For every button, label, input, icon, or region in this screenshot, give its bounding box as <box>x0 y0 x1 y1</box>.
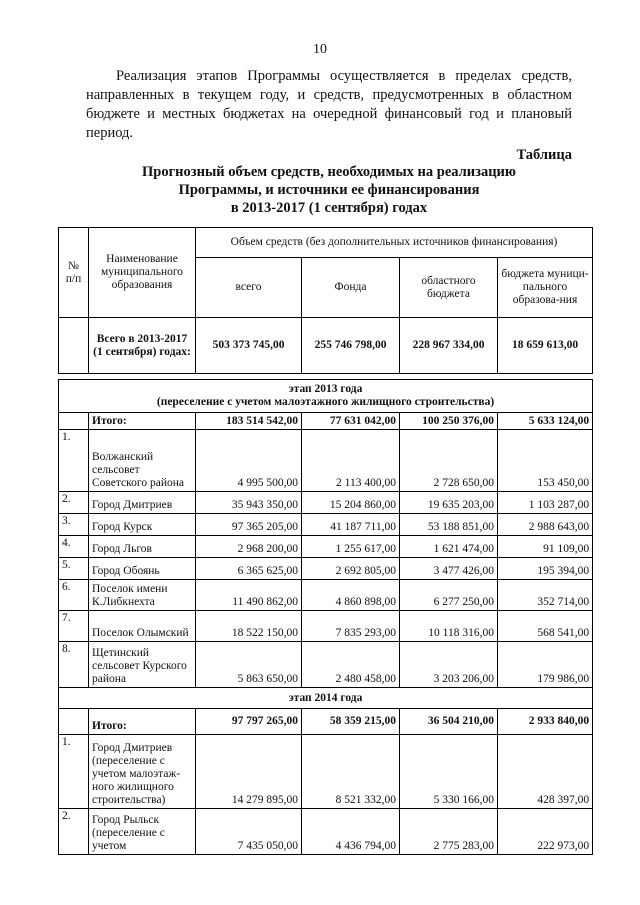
row-num: 4. <box>59 536 89 558</box>
row-total: 4 995 500,00 <box>196 430 302 492</box>
itogo-label: Итого: <box>89 709 196 735</box>
row-fund: 2 692 805,00 <box>302 558 400 580</box>
table-row <box>59 642 593 688</box>
row-regional: 3 203 206,00 <box>400 642 498 688</box>
row-regional: 5 330 166,00 <box>400 735 498 809</box>
row-fund: 15 204 860,00 <box>302 492 400 514</box>
stage-2013-subtitle: (переселение с учетом малоэтажного жилищного строительства) <box>156 396 495 408</box>
table-row <box>59 580 593 611</box>
row-num: 2. <box>59 492 89 514</box>
row-municipal: 222 973,00 <box>498 809 593 855</box>
stages-table <box>58 379 593 855</box>
row-municipal: 179 986,00 <box>498 642 593 688</box>
row-name: Поселок имени К.Либкнехта <box>89 580 196 611</box>
row-name: Город Рыльск (переселение с учетом <box>89 809 196 855</box>
page-number: 10 <box>313 42 327 57</box>
row-fund: 1 255 617,00 <box>302 536 400 558</box>
itogo-num <box>59 709 89 735</box>
header-group: Объем средств (без дополнительных источников финансирования) <box>196 228 593 258</box>
row-municipal: 153 450,00 <box>498 430 593 492</box>
row-regional: 19 635 203,00 <box>400 492 498 514</box>
table-row <box>59 492 593 514</box>
header-fund: Фонда <box>302 258 400 318</box>
header-table <box>58 227 593 374</box>
title-line: в 2013-2017 (1 сентября) годах <box>230 200 428 216</box>
row-total: 7 435 050,00 <box>196 809 302 855</box>
row-num: 6. <box>59 580 89 611</box>
row-num: 7. <box>59 611 89 642</box>
itogo-label: Итого: <box>89 413 196 430</box>
row-fund: 4 436 794,00 <box>302 809 400 855</box>
stage-2013-title: этап 2013 года <box>288 383 363 395</box>
row-municipal: 428 397,00 <box>498 735 593 809</box>
row-total: 97 365 205,00 <box>196 514 302 536</box>
header-total: всего <box>196 258 302 318</box>
row-fund: 7 835 293,00 <box>302 611 400 642</box>
row-total: 11 490 862,00 <box>196 580 302 611</box>
table-row <box>59 735 593 809</box>
row-regional: 6 277 250,00 <box>400 580 498 611</box>
row-regional: 53 188 851,00 <box>400 514 498 536</box>
row-total: 6 365 625,00 <box>196 558 302 580</box>
row-name: Город Курск <box>89 514 196 536</box>
row-name: Город Льгов <box>89 536 196 558</box>
itogo-total: 183 514 542,00 <box>196 413 302 430</box>
title-line: Программы, и источники ее финансирования <box>178 182 480 198</box>
header-municipal: бюджета муници-пального образова-ния <box>498 258 593 318</box>
grand-total-total: 503 373 745,00 <box>196 318 302 374</box>
row-municipal: 1 103 287,00 <box>498 492 593 514</box>
row-num: 2. <box>59 809 89 855</box>
itogo-municipal: 5 633 124,00 <box>498 413 593 430</box>
row-total: 14 279 895,00 <box>196 735 302 809</box>
row-regional: 10 118 316,00 <box>400 611 498 642</box>
row-total: 2 968 200,00 <box>196 536 302 558</box>
row-name: Город Обоянь <box>89 558 196 580</box>
table-row <box>59 611 593 642</box>
row-regional: 3 477 426,00 <box>400 558 498 580</box>
intro-paragraph: Реализация этапов Программы осуществляется в пределах средств, направленных в текущем году, и средств, предусмотренных в областном бюджете и местных бюджетах на очередной финансовый год и плановый период. <box>86 68 572 141</box>
table-row <box>59 430 593 492</box>
table-row <box>59 809 593 855</box>
table-row <box>59 514 593 536</box>
row-municipal: 195 394,00 <box>498 558 593 580</box>
stage-2014-heading: этап 2014 года <box>59 688 593 709</box>
row-fund: 8 521 332,00 <box>302 735 400 809</box>
row-name: Щетинский сельсовет Курского района <box>89 642 196 688</box>
itogo-municipal: 2 933 840,00 <box>498 709 593 735</box>
row-regional: 2 775 283,00 <box>400 809 498 855</box>
row-total: 18 522 150,00 <box>196 611 302 642</box>
row-municipal: 91 109,00 <box>498 536 593 558</box>
row-fund: 2 480 458,00 <box>302 642 400 688</box>
grand-total-municipal: 18 659 613,00 <box>498 318 593 374</box>
row-name: Город Дмитриев (переселение с учетом малоэтаж-ного жилищного строительства) <box>89 735 196 809</box>
table-title <box>86 163 572 217</box>
header-regional: областного бюджета <box>400 258 498 318</box>
row-total: 5 863 650,00 <box>196 642 302 688</box>
itogo-fund: 77 631 042,00 <box>302 413 400 430</box>
table-label: Таблица <box>516 147 572 163</box>
itogo-regional: 100 250 376,00 <box>400 413 498 430</box>
row-municipal: 2 988 643,00 <box>498 514 593 536</box>
row-num: 3. <box>59 514 89 536</box>
row-municipal: 352 714,00 <box>498 580 593 611</box>
row-name: Волжанский сельсовет Советского района <box>89 430 196 492</box>
row-num: 1. <box>59 735 89 809</box>
grand-total-regional: 228 967 334,00 <box>400 318 498 374</box>
row-fund: 4 860 898,00 <box>302 580 400 611</box>
row-regional: 1 621 474,00 <box>400 536 498 558</box>
grand-total-num <box>59 318 89 374</box>
itogo-num <box>59 413 89 430</box>
itogo-regional: 36 504 210,00 <box>400 709 498 735</box>
table-row <box>59 536 593 558</box>
row-municipal: 568 541,00 <box>498 611 593 642</box>
row-fund: 41 187 711,00 <box>302 514 400 536</box>
row-name: Город Дмитриев <box>89 492 196 514</box>
row-fund: 2 113 400,00 <box>302 430 400 492</box>
header-name: Наименование муниципального образования <box>89 228 196 318</box>
row-num: 8. <box>59 642 89 688</box>
grand-total-label: Всего в 2013-2017 (1 сентября) годах: <box>89 318 196 374</box>
row-total: 35 943 350,00 <box>196 492 302 514</box>
itogo-total: 97 797 265,00 <box>196 709 302 735</box>
stage-2013-heading <box>59 380 593 413</box>
row-num: 5. <box>59 558 89 580</box>
itogo-fund: 58 359 215,00 <box>302 709 400 735</box>
row-num: 1. <box>59 430 89 492</box>
row-name: Поселок Олымский <box>89 611 196 642</box>
title-line: Прогнозный объем средств, необходимых на реализацию <box>141 164 516 180</box>
grand-total-fund: 255 746 798,00 <box>302 318 400 374</box>
row-regional: 2 728 650,00 <box>400 430 498 492</box>
table-row <box>59 558 593 580</box>
header-num: № п/п <box>59 228 89 318</box>
